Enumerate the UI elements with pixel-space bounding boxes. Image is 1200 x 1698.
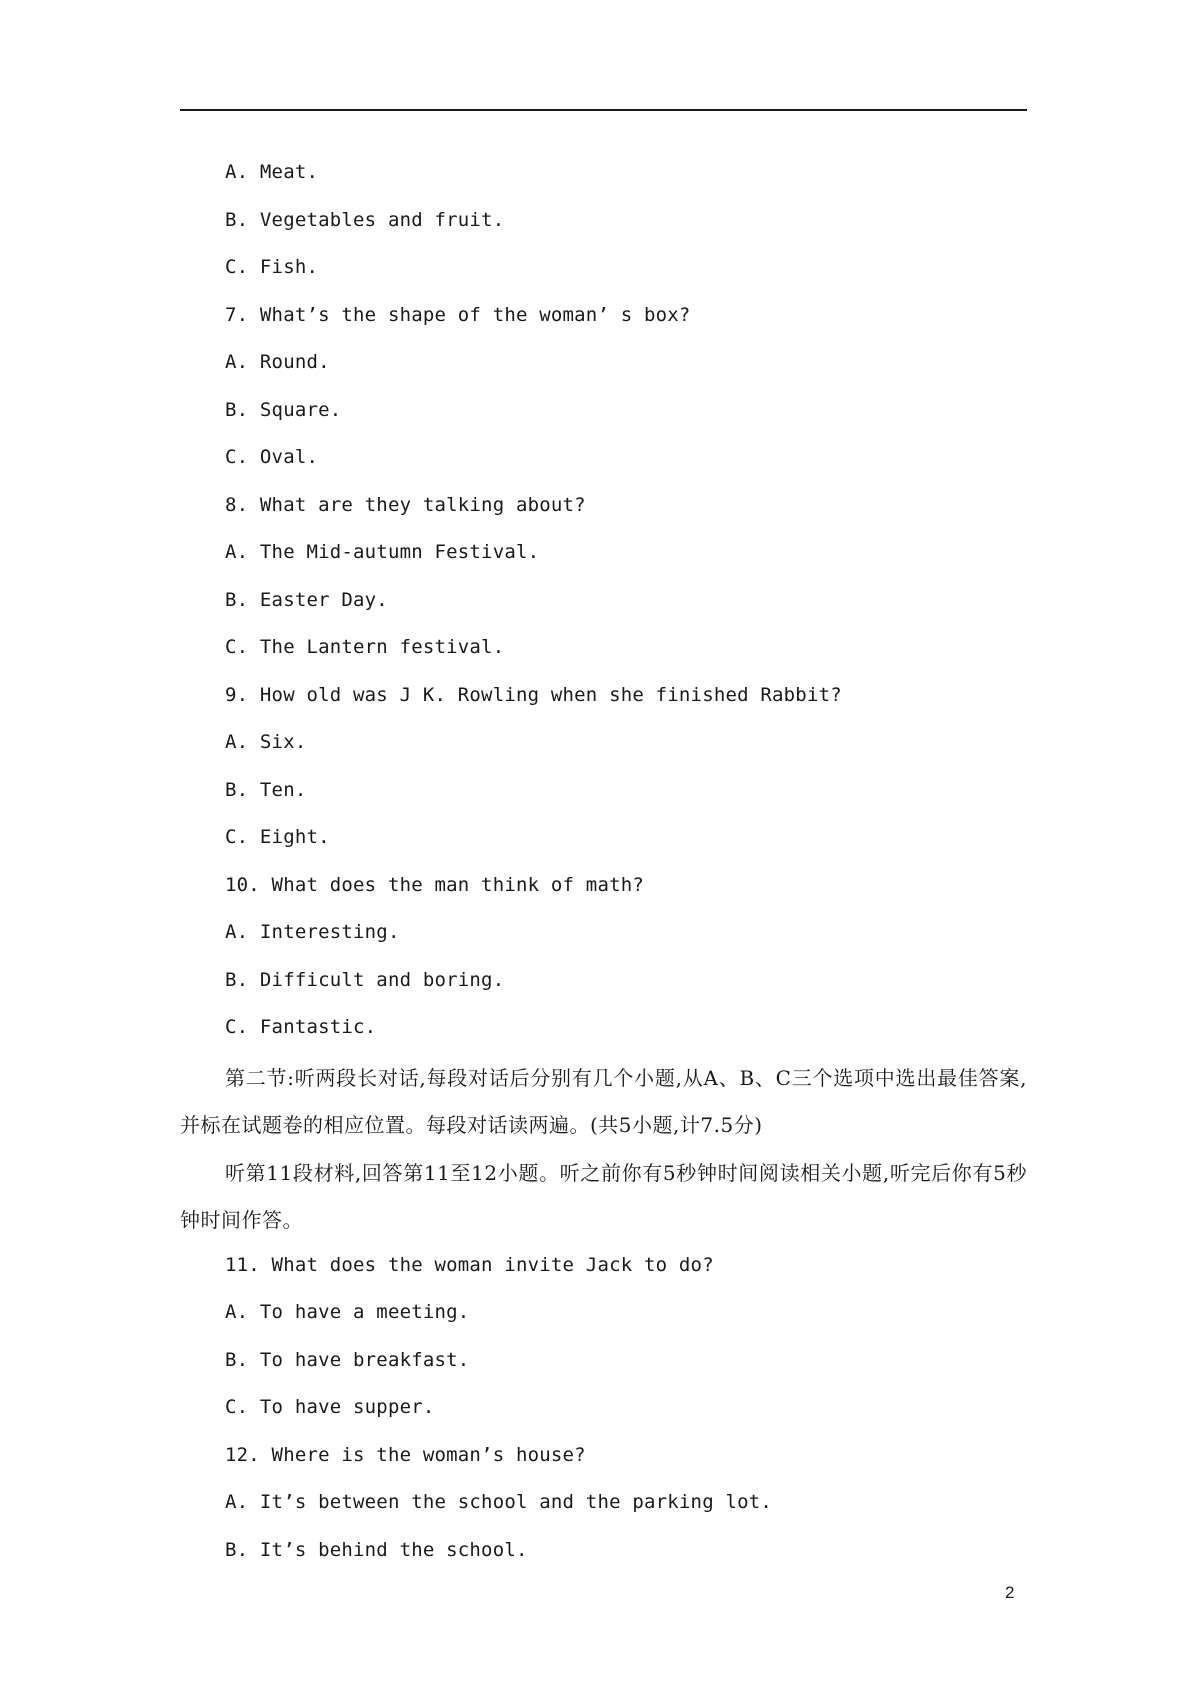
answer-option: A. To have a meeting.: [225, 1301, 470, 1323]
page-number: 2: [1005, 1583, 1015, 1602]
answer-option: B. Vegetables and fruit.: [225, 208, 505, 231]
answer-option: B. Easter Day.: [225, 588, 388, 611]
answer-option: A. Six.: [225, 731, 307, 753]
answer-option: A. Interesting.: [225, 921, 400, 943]
answer-option: B. To have breakfast.: [225, 1348, 470, 1371]
answer-option: C. Fish.: [225, 256, 319, 278]
answer-option: B. Difficult and boring.: [225, 968, 505, 991]
answer-option: C. The Lantern festival.: [225, 636, 505, 658]
answer-option: C. Oval.: [225, 446, 319, 468]
header-rule: [180, 109, 1027, 111]
question-stem: 11. What does the woman invite Jack to do?: [225, 1253, 714, 1276]
answer-option: B. Ten.: [225, 778, 307, 801]
question-stem: 9. How old was J K. Rowling when she finished Rabbit?: [225, 683, 842, 706]
passage-11-instructions: 听第11段材料,回答第11至12小题。听之前你有5秒钟时间阅读相关小题,听完后你有5秒钟时间作答。: [180, 1160, 1027, 1232]
answer-option: A. It’s between the school and the parking lot.: [225, 1491, 773, 1513]
answer-option: A. Meat.: [225, 161, 319, 183]
question-stem: 10. What does the man think of math?: [225, 873, 645, 896]
question-list-top: [0, 152, 1200, 1055]
answer-option: B. Square.: [225, 398, 342, 421]
question-list-bottom: [0, 1245, 1200, 1578]
answer-option: C. Eight.: [225, 826, 330, 848]
page-content: [0, 152, 1200, 1577]
question-stem: 7. What’s the shape of the woman’ s box?: [225, 303, 691, 326]
question-stem: 8. What are they talking about?: [225, 493, 586, 516]
answer-option: A. The Mid-autumn Festival.: [225, 541, 540, 563]
section-2-instructions: 第二节:听两段长对话,每段对话后分别有几个小题,从A、B、C三个选项中选出最佳答案,并标在试题卷的相应位置。每段对话读两遍。(共5小题,计7.5分): [180, 1065, 1027, 1137]
answer-option: C. Fantastic.: [225, 1016, 377, 1038]
answer-option: C. To have supper.: [225, 1396, 435, 1418]
question-stem: 12. Where is the woman’s house?: [225, 1443, 586, 1466]
answer-option: A. Round.: [225, 351, 330, 373]
answer-option: B. It’s behind the school.: [225, 1538, 528, 1561]
